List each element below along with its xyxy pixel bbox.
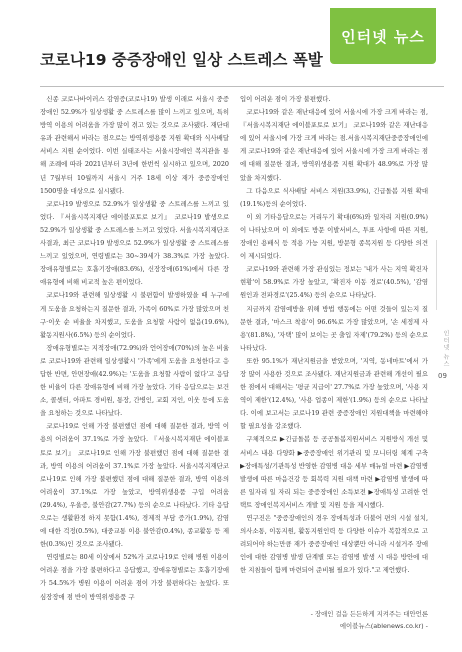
caption-line: - 장애인 걸음 든든하게 지켜주는 대안언론 [310,610,428,618]
paragraph: 입이 어려운 점이 가장 불편했다. [240,95,331,103]
paragraph: 구체적으로 ▶긴급돌봄 등 공공돌봄지원서비스 지원방식 개선 및 서비스 내용 다양화 ▶중증장애인 위기관리 및 모니터링 체계 구축 ▶장애특성/기관특성 반영한 감염병 대응 세부 매뉴얼 마련 ▶감염병 발생에 따른 마음건강 등 회복력 지원 대책 마련 ▶감염병 발생에 따른 일자리 일 자리 되는 중증장애인 소득보전 ▶장애특성 고려한 언택트 장애인복지서비스 개발 및 지원 등을 제시했다. [240,435,428,509]
caption-line: 에이블뉴스(ablenews.co.kr) - [339,622,428,630]
source-caption [311,608,428,632]
section-badge-label: 인터넷 뉴스 [341,27,425,46]
paragraph: 코로나19와 관련해 일상생활 시 불편함이 발생하였을 때 누구에게 도움을 요청하는지 질문한 결과, 가족이 60%로 가장 많았으며 친구·이웃 순 비율을 차지했고, 도움을 요청할 사람이 없음(19.6%), 활동지원사(6.5%) 등의 순이었다. [40,291,229,339]
headline-divider [40,86,444,87]
paragraph: 이 외 기타응답으로는 거리두기 확대(6%)와 일자리 지원(0.9%)이 나타났으며 이 외에도 방문 이발서비스, 투표 사항에 따른 지원, 장애인 용배식 등 적용 가능 지원, 방문형 종목지원 등 다양한 의견이 제시되었다. [240,212,428,261]
section-badge [330,8,436,64]
paragraph: 코로나19와 관련해 가장 관심있는 정보는 '내가 사는 지역 확진자 현황'이 58.9%로 가장 높았고, '확진자 이동 경로'(40.5%), '감염원인과 전파경로'(25.4%) 등의 순으로 나타났다. [240,265,428,300]
paragraph: 연구진은 "중증장애인의 경우 장애특성과 더불어 편의 시설 설치, 의사소통, 이동지원, 활동지원인력 등 다양한 이슈가 복합적으로 고려되어야 하는만큼 재가 중증장애인 대상뿐만 아니라 시설거주 장애인에 대한 감염병 발생 단계별 또는 감염병 발생 시 대응 방안에 대한 지침들이 함께 마련되어 준비될 필요가 있다."고 제언했다. [240,514,428,575]
paragraph: 또한 95.1%가 재난지원금을 받았으며, '지역, 동네마트'에서 가장 많이 사용한 것으로 조사됐다. 재난지원금과 관련해 개선이 필요한 점에서 대해서는 '평균 지급이' 27.7%로 가장 높았으며, '사용 지역이 제한'(12.4%), '사용 업종이 제한'(1.9%) 등의 순으로 나타났다. 이에 보고서는 코로나19 관련 중증장애인 지원대책을 마련해야 할 필요성을 강조했다. [240,356,428,431]
article-headline: 코로나19 중증장애인 일상 스트레스 폭발 [40,51,323,69]
paragraph: 그 다음으로 식사배달 서비스 지원(33.9%), 긴급돌봄 지원 확대(19.1%)등의 순이었다. [240,186,428,208]
paragraph: 코로나19 발생으로 52.9%가 일상생활 중 스트레스를 느끼고 있었다. 『서울시복지재단 에이블포토로 보기』 코로나19 발생으로 52.9%가 일상생활 중 스트레스를 느끼고 있었다. 서울시복지재단조사결과, 최근 코로나19 발생으로 52.9%가 일상생활 중 스트레스를 느끼고 있었으며, 연령별로는 30~39세가 38.3%로 가장 높았다. 장애유형별로는 호흡기장애(83.6%), 신장장애(61%)에서 다른 장애유형에 비해 비교적 높은 편이었다. [40,199,229,287]
paragraph: 코로나19와 같은 재난대응에 있어 서울시에 가장 크게 바라는 점, 『서울시복지재단 에이블포토로 보기』 코로나19와 같은 재난대응에 있어 서울시에 가장 크게 바라는 점.서울시복지재단중증장애인에게 코로나19와 같은 재난대응에 있어 서울시에 가장 크게 바라는 점에 대해 질문한 결과, 방역위생용품 지원 확대가 48.9%로 가장 많았을 차지했다. [240,108,428,182]
side-divider [436,240,437,310]
article-column-left [40,93,229,601]
article-column-right [240,93,428,593]
paragraph: 코로나19로 인해 가장 불편했던 점에 대해 질문한 결과, 방역 이용의 어려움이 37.1%로 가장 높았다. 『서울시복지재단 에이블포토로 보기』 코로나19로 인해 가장 불편했던 점에 대해 질문한 결과, 방역 이용의 어려움이 37.1%로 가장 높았다. 서울시복지재단코로나19로 인해 가장 불편했던 점에 대해 질문한 결과, 방역 이용의 어려움이 37.1%로 가장 높았고, 방역위생용품 구입 어려움(29.4%), 우울증, 불안감(27.7%) 등의 순으로 나타났다. 기타 응답으로는 생활환경 하지 못함(1.4%), 경제적 부담 증가(1.9%), 감염에 대한 걱정(0.5%), 대중교통 이용 불안감(0.4%), 종교활동 등 제한(0.3%)인 것으로 조사됐다. [40,422,229,549]
side-section-label: 인터넷 뉴스 [442,330,449,368]
paragraph: 지금까지 감염예방을 위해 방법 행동에는 어떤 것들이 있는지 질문한 결과, '마스크 착용'이 96.6%로 가장 많았으며, '손 세정제 사용'(81.8%), '자택' 많이 보이는 곳 출입 자제'(79.2%) 등의 순으로 나타났다. [240,304,428,352]
paragraph: 신종 코로나바이러스 감염증(코로나19) 발생 이래로 서울시 중증장애인 52.9%가 일상생활 중 스트레스를 많이 느끼고 있으며, 특히 방역 이용의 어려움을 가장 많이 겪고 있는 것으로 조사됐다. 재단대유과 관련해서 바라는 점으로는 방역위생용품 지원 확대와 식사배달 서비스 지원 순이었다. 이번 실태조사는 서울시장애인 복지관을 통해 조례에 따라 2021년부터 3년에 한번씩 실시하고 있으며, 2020년 7월부터 10월까지 서울시 거주 18세 이상 재가 중증장애인 1500명을 대상으로 실시됐다. [40,95,229,195]
paragraph: 연령별로는 80세 이상에서 52%가 코로나19로 인해 병원 이용이 어려운 점을 가장 불편하다고 응답했고, 장애유형별로는 호흡기장애가 54.5%가 병원 이용이 어려운 점이 가장 불편하다는 높았다. 또 심장장애 점 반이 방역위생용품 구 [40,553,229,601]
paragraph: 장애유형별로는 지적장애(72.9%)와 언어장애(70%)의 높은 비율로 코로나19와 관련해 일상생활시 '가족'에게 도움을 요청한다고 응답한 반면, 안면장애(42.9%)는 '도움을 요청할 사람이 없다'고 응답한 비율이 다른 장애유형에 비해 가장 높았다. 기타 응답으로는 보건소, 콜센터, 아파트 경비원, 통장, 간병인, 교회 지인, 이웃 등에 도움을 요청하는 것으로 나타났다. [40,343,229,418]
page-number: 09 [438,372,447,380]
